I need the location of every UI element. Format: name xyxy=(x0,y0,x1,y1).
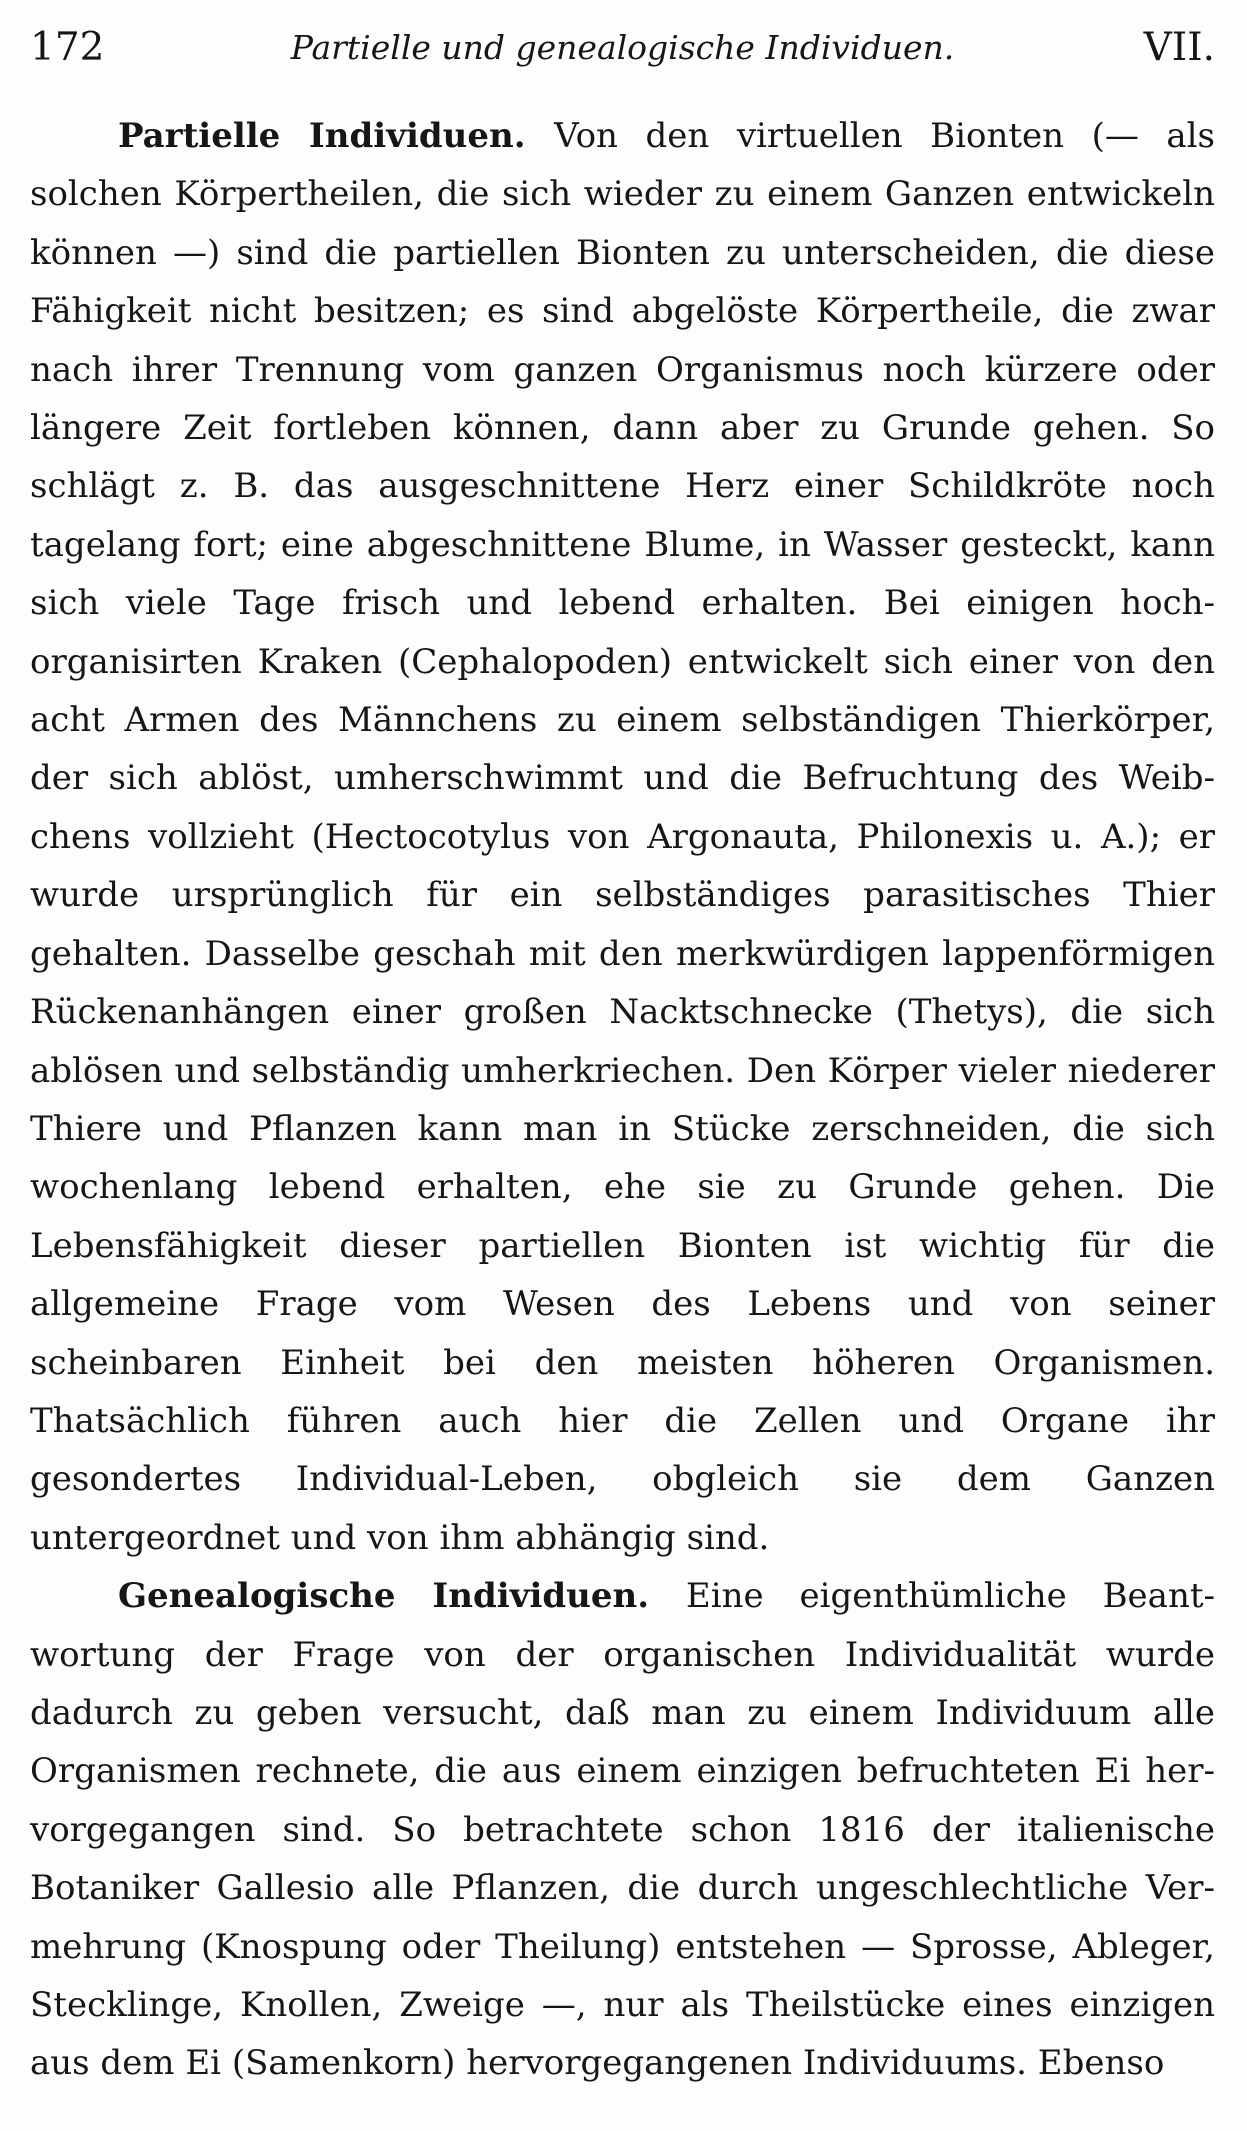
running-title: Partielle und genealogische Individuen. xyxy=(290,28,955,67)
paragraph-partial-individuals xyxy=(30,107,1215,1567)
page-header xyxy=(30,22,1215,74)
chapter-number: VII. xyxy=(1143,25,1215,70)
page-body xyxy=(30,107,1215,2093)
paragraph-genealogical-individuals xyxy=(30,1567,1215,2093)
paragraph-text: Eine eigenthümliche Beant-wortung der Frage von der organischen Individualität wurde dadurch zu geben versucht, daß man zu einem Individuum alle Organismen rechnete, die aus einem einzigen befruchteten Ei her-vorgegangen sind. So betrachtete schon 1816 der italienische Botaniker Gallesio alle Pflanzen, die durch ungeschlechtliche Ver-mehrung (Knospung oder Theilung) entstehen — Sprosse, Ableger, Stecklinge, Knollen, Zweige —, nur als Theilstücke eines einzigen aus dem Ei (Samenkorn) hervorgegangenen Individuums. Ebenso xyxy=(30,1576,1215,2084)
paragraph-text: Von den virtuellen Bionten (— als solchen Körpertheilen, die sich wieder zu einem Ganzen entwickeln können —) sind die partiellen Bionten zu unterscheiden, die diese Fähigkeit nicht besitzen; es sind abgelöste Körpertheile, die zwar nach ihrer Trennung vom ganzen Organismus noch kürzere oder längere Zeit fortleben können, dann aber zu Grunde gehen. So schlägt z. B. das ausgeschnittene Herz einer Schildkröte noch tagelang fort; eine abgeschnittene Blume, in Wasser gesteckt, kann sich viele Tage frisch und lebend erhalten. Bei einigen hoch-organisirten Kraken (Cephalopoden) entwickelt sich einer von den acht Armen des Männchens zu einem selbständigen Thierkörper, der sich ablöst, umherschwimmt und die Befruchtung des Weib-chens vollzieht (Hectocotylus von Argonauta, Philonexis u. A.); er wurde ursprünglich für ein selbständiges parasitisches Thier gehalten. Dasselbe geschah mit den merkwürdigen lappenförmigen Rückenanhängen einer großen Nacktschnecke (Thetys), die sich ablösen und selbständig umherkriechen. Den Körper vieler niederer Thiere und Pflanzen kann man in Stücke zerschneiden, die sich wochenlang lebend erhalten, ehe sie zu Grunde gehen. Die Lebensfähigkeit dieser partiellen Bionten ist wichtig für die allgemeine Frage vom Wesen des Lebens und von seiner scheinbaren Einheit bei den meisten höheren Organismen. Thatsächlich führen auch hier die Zellen und Organe ihr gesondertes Individual-Leben, obgleich sie dem Ganzen untergeordnet und von ihm abhängig sind. xyxy=(30,116,1216,1558)
section-heading: Genealogische Individuen. xyxy=(118,1576,686,1617)
page-number: 172 xyxy=(30,25,105,70)
section-heading: Partielle Individuen. xyxy=(118,116,555,156)
